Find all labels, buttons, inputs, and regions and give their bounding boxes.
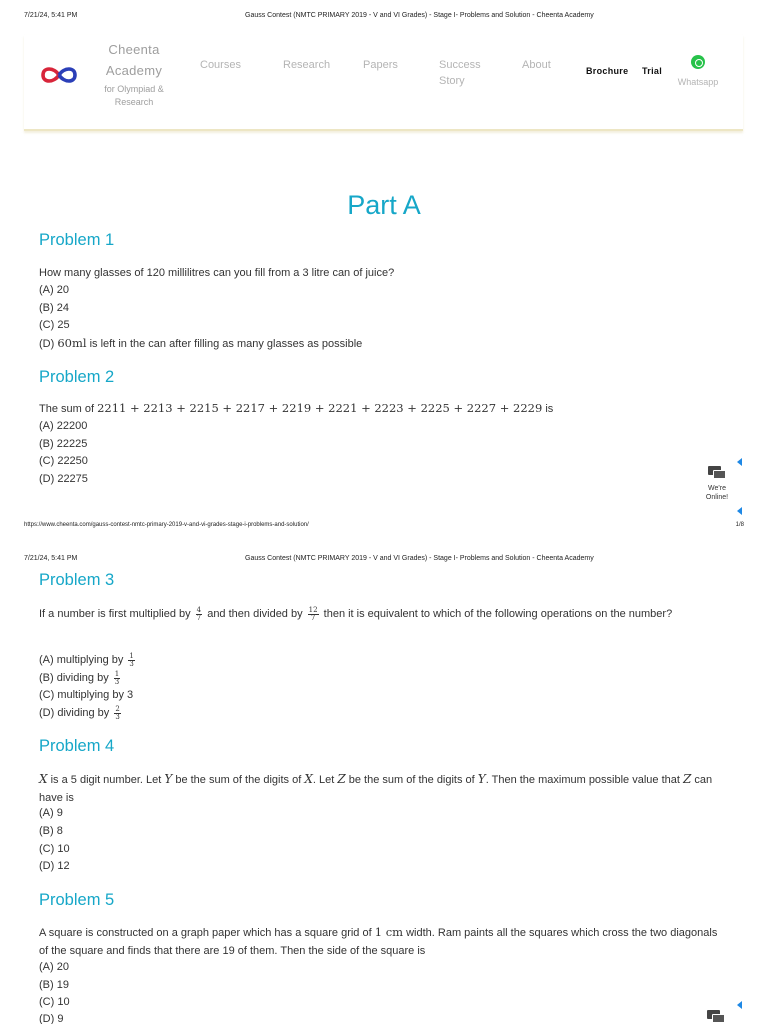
chat-bubbles-icon (708, 466, 726, 480)
problem-2-question (39, 400, 729, 419)
collapse-arrow-icon[interactable] (737, 458, 742, 466)
math-1cm: 1 cm (374, 925, 404, 939)
print-header (0, 555, 768, 569)
fraction-12-7: $\frac{12}{7}$ (308, 605, 318, 622)
print-date: 7/21/24, 5:41 PM (24, 12, 78, 19)
problem-1-option-b: (B) 24 (39, 302, 69, 314)
problem-3-title: Problem 3 (39, 571, 115, 589)
problem-3-option-b: (B) dividing by $\frac{1}{3}$ (39, 669, 120, 686)
nav-success-line2: Story (439, 75, 465, 87)
question-suffix: is (542, 403, 554, 415)
print-title: Gauss Contest (NMTC PRIMARY 2019 - V and VI Grades) - Stage I- Problems and Solution - Cheenta Academy (245, 12, 594, 19)
problem-4-question: X is a 5 digit number. Let Y be the sum of the digits of X. Let Z be the sum of the digits of Y. Then the maximum possible value that Z can have is (39, 772, 713, 804)
problem-3-option-c: (C) multiplying by 3 (39, 689, 134, 701)
problem-5-option-a: (A) 20 (39, 961, 69, 973)
nav-success-story[interactable] (439, 57, 481, 89)
brochure-button[interactable]: Brochure (586, 66, 629, 76)
fraction-4-7: $\frac{4}{7}$ (196, 605, 202, 622)
infinity-logo-icon[interactable] (37, 64, 81, 86)
problem-4-option-c: (C) 10 (39, 843, 70, 855)
problem-5-option-b: (B) 19 (39, 979, 69, 991)
problem-1-title: Problem 1 (39, 231, 115, 249)
math-60ml: 60ml (57, 336, 87, 350)
problem-4-title: Problem 4 (39, 737, 115, 755)
problem-1-question: How many glasses of 120 millilitres can you fill from a 3 litre can of juice? (39, 267, 395, 279)
trial-button[interactable]: Trial (642, 66, 663, 76)
problem-5-title: Problem 5 (39, 891, 115, 909)
problem-5-question: A square is constructed on a graph paper which has a square grid of 1 cm width. Ram paints all the squares which cross the two diagonals of the square and finds that there are 19 of them. Then the side of the square is (39, 925, 718, 957)
chat-label-line2: Online! (705, 494, 729, 501)
whatsapp-label: Whatsapp (677, 77, 719, 87)
whatsapp-icon (691, 55, 705, 69)
brand-tagline-line1: for Olympiad & (104, 84, 164, 94)
problem-2-option-d: (D) 22275 (39, 473, 88, 485)
option-d-prefix: (D) (39, 338, 58, 350)
nav-research[interactable]: Research (283, 59, 331, 71)
collapse-arrow-icon[interactable] (737, 507, 742, 515)
problem-1-option-c: (C) 25 (39, 319, 70, 331)
print-title: Gauss Contest (NMTC PRIMARY 2019 - V and VI Grades) - Stage I- Problems and Solution - Cheenta Academy (245, 555, 594, 562)
print-page-number: 1/8 (735, 522, 744, 528)
site-navbar (24, 35, 743, 131)
question-text-3: then it is equivalent to which of the following operations on the number? (320, 608, 673, 620)
fraction-2-3: $\frac{2}{3}$ (115, 704, 120, 721)
brand[interactable] (94, 39, 174, 109)
collapse-arrow-icon[interactable] (737, 1001, 742, 1009)
part-title: Part A (347, 190, 421, 220)
nav-about[interactable]: About (522, 59, 551, 71)
chat-bubbles-icon (707, 1010, 725, 1024)
brand-name-line1: Cheenta (108, 42, 160, 57)
brand-tagline-line2: Research (114, 97, 154, 107)
problem-4-option-d: (D) 12 (39, 860, 70, 872)
print-date: 7/21/24, 5:41 PM (24, 555, 78, 562)
problem-4-option-a: (A) 9 (39, 807, 63, 819)
chat-label-line1: We're (708, 485, 726, 492)
print-footer (0, 522, 768, 534)
problem-3-option-a: (A) multiplying by $\frac{1}{3}$ (39, 651, 134, 668)
print-url: https://www.cheenta.com/gauss-contest-nmtc-primary-2019-v-and-vi-grades-stage-i-problems-and-solution/ (24, 522, 309, 528)
question-prefix: The sum of (39, 403, 98, 415)
problem-5-option-d: (D) 9 (39, 1013, 64, 1024)
print-header (0, 12, 768, 26)
problem-5-option-c: (C) 10 (39, 996, 70, 1008)
problem-3-option-d: (D) dividing by $\frac{2}{3}$ (39, 704, 120, 721)
question-text-1: If a number is first multiplied by (39, 608, 194, 620)
question-text-2: and then divided by (204, 608, 306, 620)
problem-2-option-b: (B) 22225 (39, 438, 88, 450)
problem-3-question (39, 605, 729, 623)
chat-widget[interactable] (702, 466, 732, 502)
nav-success-line1: Success (439, 59, 481, 71)
nav-courses[interactable]: Courses (200, 59, 241, 71)
problem-2-option-a: (A) 22200 (39, 420, 88, 432)
fraction-1-3: $\frac{1}{3}$ (129, 651, 134, 668)
problem-2-option-c: (C) 22250 (39, 455, 88, 467)
whatsapp-button[interactable] (674, 55, 722, 90)
math-sum-expression: 2211 + 2213 + 2215 + 2217 + 2219 + 2221 + 2223 + 2225 + 2227 + 2229 (97, 401, 543, 415)
option-d-text: is left in the can after filling as many glasses as possible (86, 338, 363, 350)
brand-name-line2: Academy (105, 63, 163, 78)
fraction-1-3: $\frac{1}{3}$ (114, 669, 120, 686)
nav-papers[interactable]: Papers (363, 59, 398, 71)
problem-1-option-d (39, 335, 362, 354)
problem-2-title: Problem 2 (39, 368, 115, 386)
problem-4-option-b: (B) 8 (39, 825, 63, 837)
chat-widget[interactable] (707, 1010, 725, 1024)
problem-1-option-a: (A) 20 (39, 284, 69, 296)
